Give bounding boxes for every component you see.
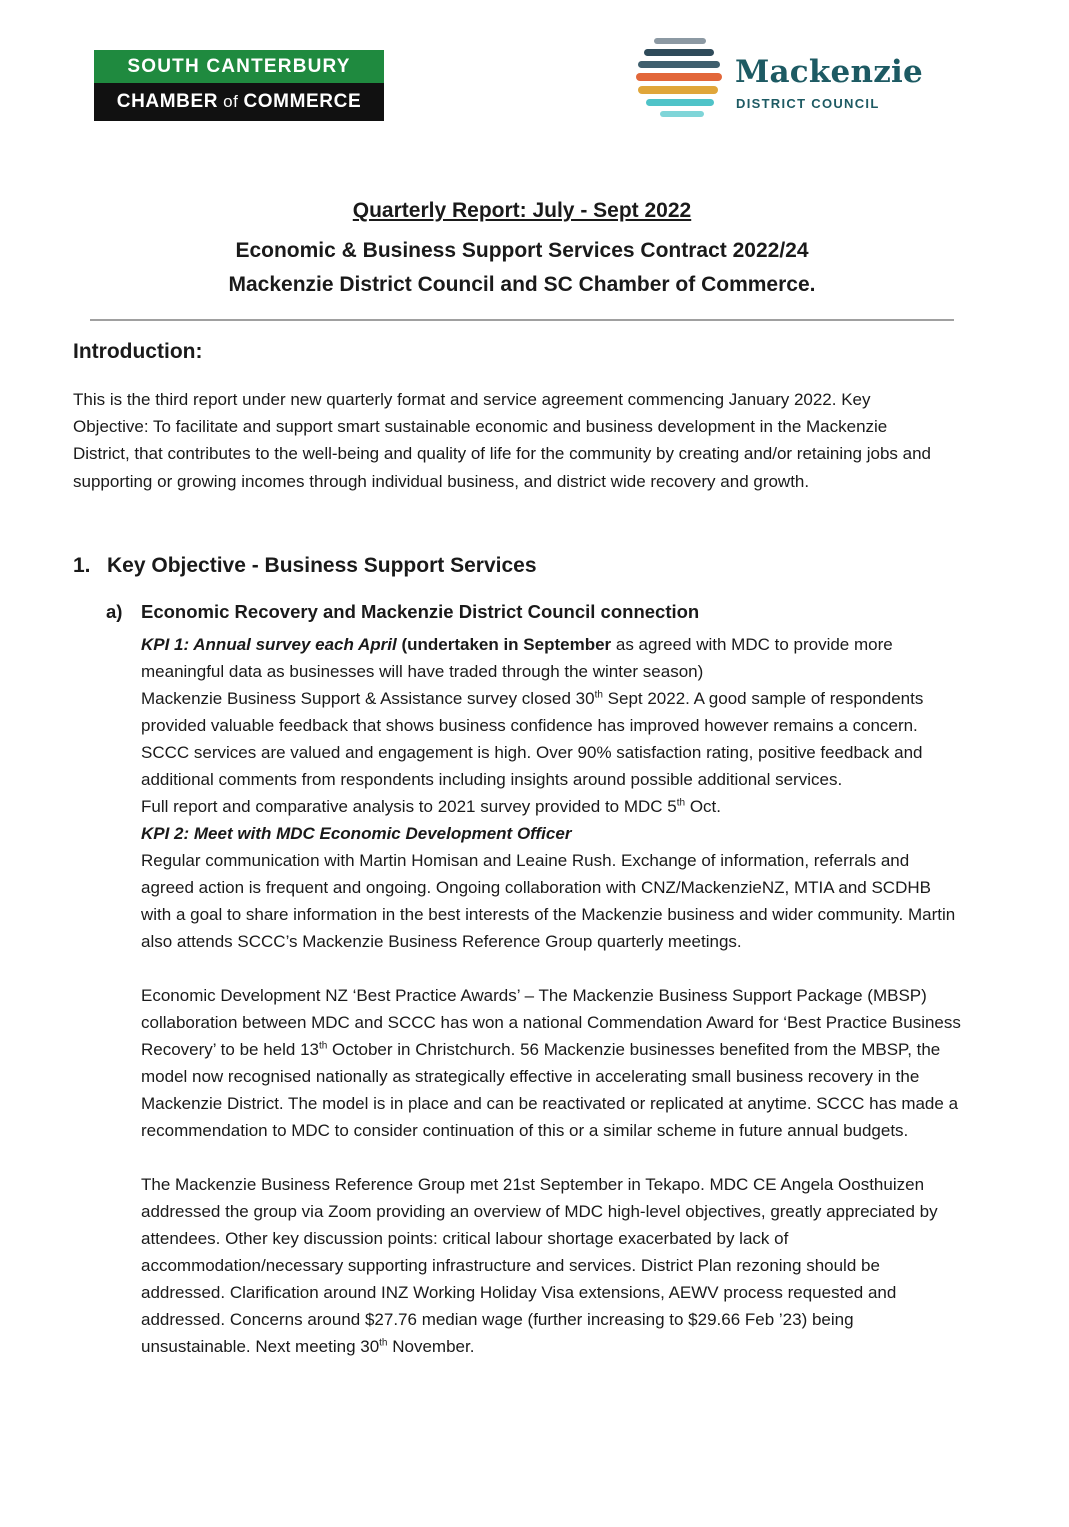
mdc-logo — [634, 34, 934, 124]
kpi1-text: as agreed with MDC to provide more meaningful data as businesses will have traded through the winter season) — [141, 635, 893, 681]
report-title: Quarterly Report: July - Sept 2022 — [352, 199, 692, 222]
awards-text-a: Economic Development NZ ‘Best Practice Awards’ – The Mackenzie Business Support Package (MBSP) collaboration between MDC and SCCC has won a national Commendation Award for ‘Best Practice Business Recovery’ to be held 13 — [141, 986, 961, 1059]
sccc-logo-commerce: COMMERCE — [243, 91, 362, 112]
awards-paragraph — [141, 982, 961, 1144]
mdc-logo-subtitle: DISTRICT COUNCIL — [736, 96, 880, 111]
kpi2-label-paragraph — [141, 820, 961, 847]
subsection-a-title: Economic Recovery and Mackenzie District Council connection — [141, 601, 700, 622]
stripe-cyan-1 — [646, 99, 714, 106]
mdc-stripes-icon — [634, 34, 726, 124]
section-1-number: 1. — [73, 554, 91, 577]
stripe-cyan-2 — [660, 111, 704, 117]
report-title-block — [60, 196, 984, 302]
subsection-a-letter: a) — [106, 601, 123, 622]
sccc-logo-top — [94, 50, 384, 83]
stripe-navy-2 — [638, 61, 720, 68]
title-divider — [90, 319, 954, 321]
introduction-text: This is the third report under new quarterly format and service agreement commencing January 2022. Key Objective: To facilitate and support smart sustainable economic and business development in the Mackenzie District, that contributes to the well-being and quality of life for the community by creating and/or retaining jobs and supporting or growing incomes through individual business, and district wide recovery and growth. — [73, 390, 932, 491]
stripe-orange — [636, 73, 722, 81]
kpi1-survey-sup: th — [594, 689, 603, 701]
kpi1-bold-note: (undertaken in September — [396, 635, 612, 654]
kpi2-label: KPI 2: Meet with MDC Economic Development Officer — [141, 824, 572, 843]
kpi1-survey-paragraph — [141, 685, 961, 793]
introduction-heading: Introduction: — [73, 340, 203, 363]
kpi1-report-text-a: Full report and comparative analysis to 2021 survey provided to MDC 5 — [141, 797, 677, 816]
sccc-logo-of: of — [223, 92, 239, 111]
report-subtitle-parties: Mackenzie District Council and SC Chamber of Commerce. — [228, 273, 816, 296]
section-1-title: Key Objective - Business Support Services — [107, 554, 537, 577]
kpi1-survey-text-b: Sept 2022. A good sample of respondents provided valuable feedback that shows business confidence has improved however remains a concern. SCCC services are valued and engagement is high. Over 90% satisfaction rating, positive feedback and additional comments from respondents including insights around possible additional services. — [141, 689, 924, 789]
sccc-logo-line1: SOUTH CANTERBURY — [127, 55, 351, 77]
stripe-grey — [654, 38, 706, 44]
section-1-heading — [73, 554, 537, 578]
kpi1-report-text-b: Oct. — [685, 797, 722, 816]
kpi1-label: KPI 1: Annual survey each April — [141, 635, 397, 654]
awards-text-b: October in Christchurch. 56 Mackenzie businesses benefited from the MBSP, the model now recognised nationally as strategically effective in accelerating small business recovery in the Mackenzie District. The model is in place and can be reactivated or replicated at anytime. SCCC has made a recommendation to MDC to consider continuation of this or a similar scheme in future annual budgets. — [141, 1040, 959, 1140]
report-subtitle-contract: Economic & Business Support Services Contract 2022/24 — [235, 239, 809, 262]
stripe-navy-1 — [644, 49, 714, 56]
kpi1-report-paragraph — [141, 793, 961, 820]
sccc-logo-bottom — [94, 83, 384, 121]
subsection-a-body — [141, 631, 961, 1360]
subsection-a-heading — [106, 601, 699, 623]
kpi1-survey-text-a: Mackenzie Business Support & Assistance survey closed 30 — [141, 689, 595, 708]
reference-group-text-a: The Mackenzie Business Reference Group met 21st September in Tekapo. MDC CE Angela Oosthuizen addressed the group via Zoom providing an overview of MDC high-level objectives, greatly appreciated by attendees. Other key discussion points: critical labour shortage exacerbated by lack of accommodation/necessary supporting infrastructure and services. District Plan rezoning should be addressed. Clarification around INZ Working Holiday Visa extensions, AEWV process requested and addressed. Concerns around $27.76 median wage (further increasing to $29.66 Feb ’23) being unsustainable. Next meeting 30 — [141, 1175, 938, 1356]
sccc-logo — [94, 50, 384, 121]
awards-sup: th — [318, 1040, 328, 1052]
mdc-logo-name: Mackenzie — [735, 54, 923, 90]
reference-group-paragraph — [141, 1171, 961, 1360]
reference-group-sup: th — [379, 1337, 388, 1349]
kpi1-paragraph — [141, 631, 961, 685]
reference-group-text-b: November. — [387, 1337, 475, 1356]
kpi2-paragraph: Regular communication with Martin Homisan and Leaine Rush. Exchange of information, referrals and agreed action is frequent and ongoing. Ongoing collaboration with CNZ/MackenzieNZ, MTIA and SCDHB with a goal to share information in the best interests of the Mackenzie business and wider community. Martin also attends SCCC’s Mackenzie Business Reference Group quarterly meetings. — [141, 851, 956, 951]
stripe-gold — [638, 86, 718, 94]
sccc-logo-chamber: CHAMBER — [116, 91, 219, 112]
kpi1-report-sup: th — [676, 797, 686, 809]
